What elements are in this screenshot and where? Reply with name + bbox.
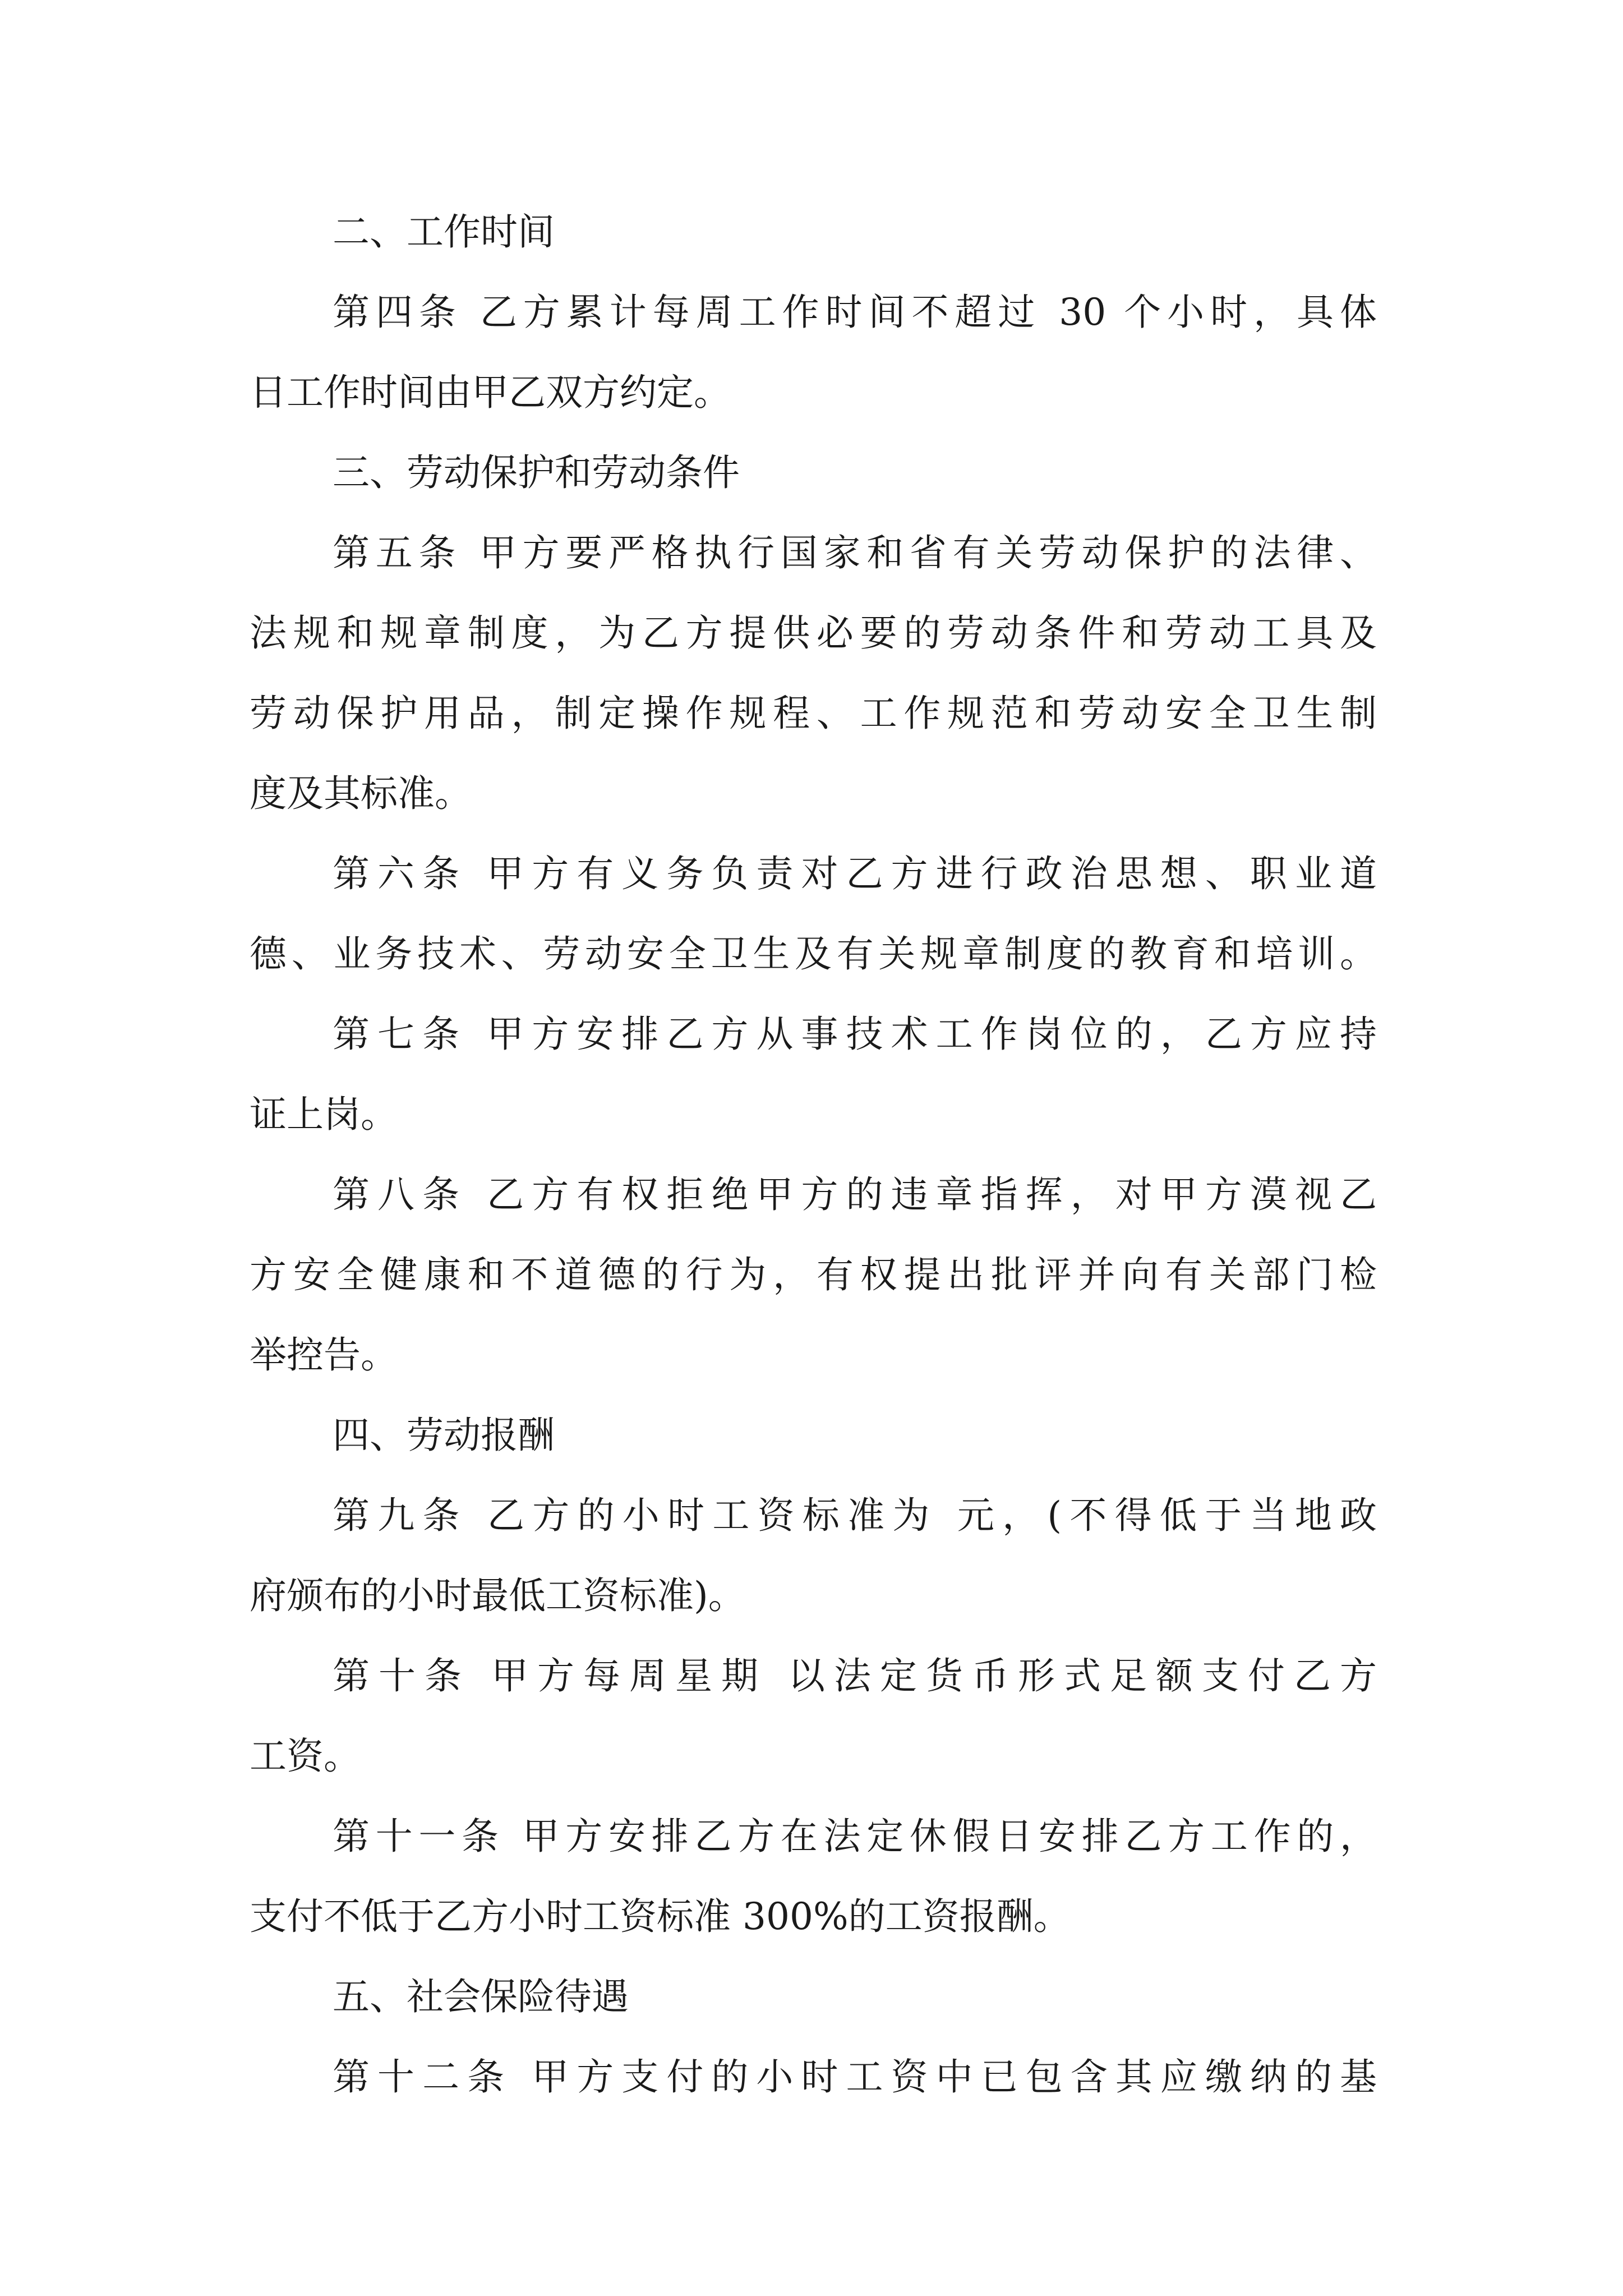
section-heading-social-insurance: 五、社会保险待遇 bbox=[333, 1975, 629, 2018]
article-4-line-1: 第四条 乙方累计每周工作时间不超过 30 个小时，具体 bbox=[333, 291, 1377, 334]
section-heading-work-hours: 二、工作时间 bbox=[333, 210, 555, 254]
article-6-line-2: 德、业务技术、劳动安全卫生及有关规章制度的教育和培训。 bbox=[250, 932, 1377, 976]
article-10-line-2: 工资。 bbox=[250, 1734, 361, 1778]
article-9-line-2: 府颁布的小时最低工资标准)。 bbox=[250, 1574, 745, 1617]
article-11-line-2: 支付不低于乙方小时工资标准 300%的工资报酬。 bbox=[250, 1895, 1071, 1938]
section-heading-remuneration: 四、劳动报酬 bbox=[333, 1414, 555, 1457]
article-5-line-3: 劳动保护用品，制定操作规程、工作规范和劳动安全卫生制 bbox=[250, 692, 1377, 735]
article-8-line-1: 第八条 乙方有权拒绝甲方的违章指挥，对甲方漠视乙 bbox=[333, 1173, 1377, 1216]
article-5-line-1: 第五条 甲方要严格执行国家和省有关劳动保护的法律、 bbox=[333, 531, 1377, 574]
article-8-line-3: 举控告。 bbox=[250, 1333, 398, 1377]
section-heading-labor-protection: 三、劳动保护和劳动条件 bbox=[333, 451, 740, 494]
article-4-line-2: 日工作时间由甲乙双方约定。 bbox=[250, 371, 731, 414]
article-8-line-2: 方安全健康和不道德的行为，有权提出批评并向有关部门检 bbox=[250, 1253, 1377, 1296]
article-5-line-4: 度及其标准。 bbox=[250, 772, 472, 815]
article-10-line-1: 第十条 甲方每周星期 以法定货币形式足额支付乙方 bbox=[333, 1654, 1377, 1697]
article-7-line-2: 证上岗。 bbox=[250, 1093, 398, 1136]
article-12-line-1: 第十二条 甲方支付的小时工资中已包含其应缴纳的基 bbox=[333, 2055, 1377, 2099]
article-7-line-1: 第七条 甲方安排乙方从事技术工作岗位的，乙方应持 bbox=[333, 1013, 1377, 1056]
article-5-line-2: 法规和规章制度，为乙方提供必要的劳动条件和劳动工具及 bbox=[250, 611, 1377, 655]
document-body bbox=[250, 192, 1377, 2117]
article-11-line-1: 第十一条 甲方安排乙方在法定休假日安排乙方工作的， bbox=[333, 1815, 1377, 1858]
article-6-line-1: 第六条 甲方有义务负责对乙方进行政治思想、职业道 bbox=[333, 852, 1377, 895]
article-9-line-1: 第九条 乙方的小时工资标准为 元，(不得低于当地政 bbox=[333, 1494, 1377, 1537]
